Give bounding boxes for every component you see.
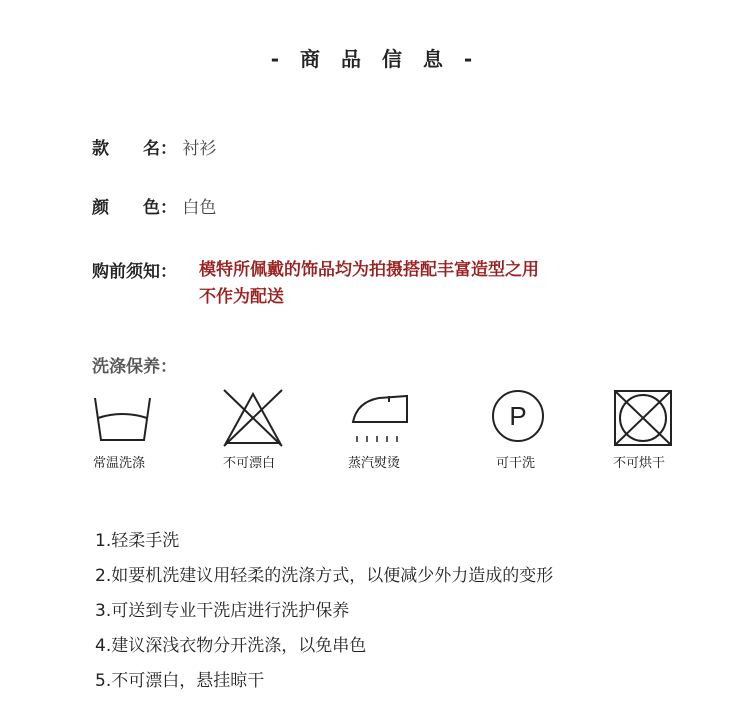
color-value: 白色 [182, 198, 217, 218]
color-label: 颜 色： [92, 198, 177, 218]
style-value: 衬衫 [182, 139, 217, 159]
list-item: 4.建议深浅衣物分开洗涤，以免串色 [95, 636, 367, 656]
style-label: 款 名： [92, 139, 177, 159]
page-title: - 商 品 信 息 - [270, 47, 480, 71]
no-bleach-label: 不可漂白 [223, 456, 276, 471]
notice-label: 购前须知： [92, 262, 177, 282]
notice-line-2: 不作为配送 [199, 287, 284, 307]
no-tumble-dry-label: 不可烘干 [613, 456, 666, 471]
list-item: 3.可送到专业干洗店进行洗护保养 [95, 601, 350, 621]
notice-row [92, 257, 177, 282]
notice-line-1: 模特所佩戴的饰品均为拍摄搭配丰富造型之用 [199, 260, 539, 280]
notice-text [199, 257, 619, 311]
style-row [92, 134, 216, 159]
steam-iron-label: 蒸汽熨烫 [348, 456, 401, 471]
list-item: 5.不可漂白，悬挂晾干 [95, 671, 265, 691]
list-item: 2.如要机洗建议用轻柔的洗涤方式，以便减少外力造成的变形 [95, 566, 554, 586]
list-item: 1.轻柔手洗 [95, 531, 180, 551]
dry-clean-label: 可干洗 [496, 456, 536, 471]
care-title: 洗涤保养： [92, 357, 177, 377]
no-tumble-dry-icon [612, 388, 674, 448]
color-row [92, 193, 216, 218]
wash-basin-icon [92, 388, 154, 446]
wash-label: 常温洗涤 [93, 456, 146, 471]
instruction-list [95, 528, 553, 703]
dry-clean-symbol: P [509, 401, 527, 431]
dry-clean-icon [490, 388, 546, 444]
steam-iron-icon [349, 388, 411, 446]
no-bleach-icon [222, 388, 284, 448]
